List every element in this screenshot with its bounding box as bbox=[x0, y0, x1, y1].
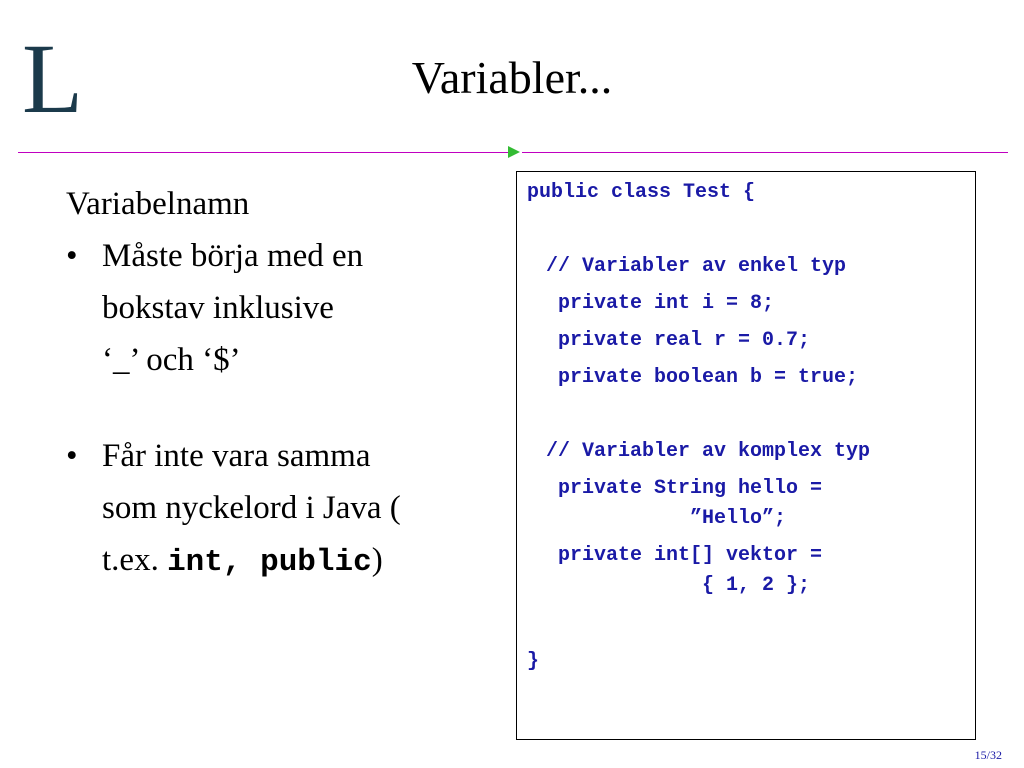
code-listing bbox=[516, 171, 976, 740]
code-line: private real r = 0.7; bbox=[534, 329, 811, 352]
bullet-item bbox=[66, 230, 506, 386]
bullet-line: som nyckelord i Java ( bbox=[102, 490, 401, 526]
bullet-text: ) bbox=[371, 542, 383, 578]
title-divider-left bbox=[18, 152, 508, 153]
bullet-column bbox=[66, 178, 506, 589]
inline-code: int, public bbox=[167, 545, 372, 580]
bullet-dot-icon: • bbox=[66, 238, 78, 274]
section-heading: Variabelnamn bbox=[66, 186, 250, 222]
bullet-line: Måste börja med en bbox=[102, 238, 364, 274]
code-line: ”Hello”; bbox=[534, 507, 787, 530]
code-line: // Variabler av komplex typ bbox=[534, 440, 871, 463]
slide-title: Variabler... bbox=[411, 52, 613, 103]
code-line: private String hello = bbox=[534, 477, 823, 500]
title-divider-right bbox=[522, 152, 1008, 153]
divider-arrow-icon bbox=[508, 146, 520, 158]
bullet-item bbox=[66, 430, 506, 589]
code-line: } bbox=[527, 650, 540, 673]
bullet-line: bokstav inklusive bbox=[102, 290, 334, 326]
code-line: { 1, 2 }; bbox=[534, 574, 811, 597]
bullet-line: Får inte vara samma bbox=[102, 438, 371, 474]
code-line: // Variabler av enkel typ bbox=[534, 255, 847, 278]
svg-text:L: L bbox=[22, 24, 84, 124]
bullet-line: ‘_’ och ‘$’ bbox=[102, 342, 241, 378]
bullet-text: t.ex. bbox=[102, 542, 168, 578]
code-line: public class Test { bbox=[527, 181, 756, 204]
bullet-dot-icon: • bbox=[66, 438, 78, 474]
code-line: private int[] vektor = bbox=[534, 544, 823, 567]
code-line: private boolean b = true; bbox=[534, 366, 859, 389]
bullet-line-mixed bbox=[102, 534, 506, 589]
code-line: private int i = 8; bbox=[534, 292, 775, 315]
page-number: 15/32 bbox=[974, 748, 1002, 762]
